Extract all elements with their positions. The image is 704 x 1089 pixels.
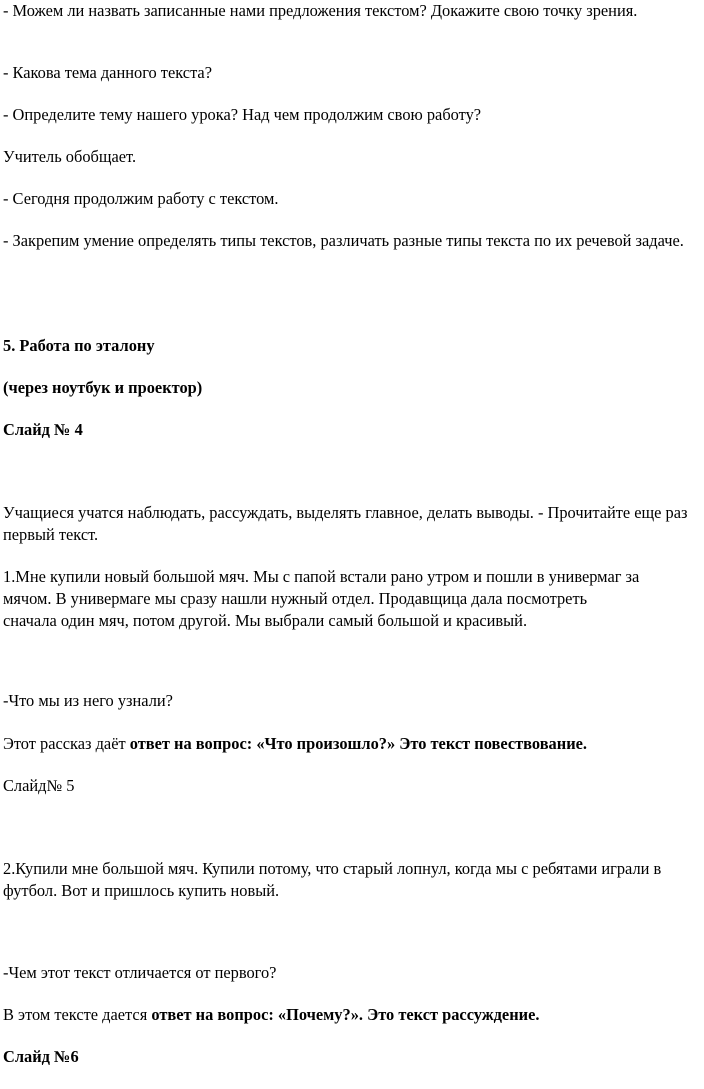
- narration-conclusion-paragraph: [3, 733, 704, 755]
- equipment-heading-text: (через ноутбук и проектор): [3, 378, 203, 397]
- slide-4-heading: [3, 419, 704, 441]
- text-two-paragraph: 2.Купили мне большой мяч. Купили потому, что старый лопнул, когда мы с ребятами играли в футбол. Вот и пришлось купить новый.: [3, 859, 662, 900]
- reasoning-conclusion-bold: ответ на вопрос: «Почему?». Это текст рассуждение.: [151, 1005, 540, 1024]
- section-heading: [3, 335, 704, 357]
- question-lesson-topic-paragraph: - Определите тему нашего урока? Над чем продолжим свою работу?: [3, 105, 482, 124]
- students-activity-paragraph: Учащиеся учатся наблюдать, рассуждать, выделять главное, делать выводы. - Прочитайте еще раз первый текст.: [3, 503, 688, 544]
- teacher-summary-paragraph: Учитель обобщает.: [3, 147, 137, 166]
- section-heading-text: 5. Работа по эталону: [3, 336, 155, 355]
- slide-4-heading-text: Слайд № 4: [3, 420, 83, 439]
- differs-question: -Чем этот текст отличается от первого?: [3, 963, 277, 982]
- question-text-paragraph: - Можем ли назвать записанные нами предложения текстом? Докажите свою точку зрения.: [3, 1, 638, 20]
- text-one-line-2: мячом. В универмаге мы сразу нашли нужный отдел. Продавщица дала посмотреть: [3, 589, 588, 608]
- text-one-line-3: сначала один мяч, потом другой. Мы выбрали самый большой и красивый.: [3, 611, 528, 630]
- today-work-paragraph: - Сегодня продолжим работу с текстом.: [3, 189, 279, 208]
- narration-conclusion-plain: Этот рассказ даёт: [3, 734, 130, 753]
- equipment-heading: [3, 377, 704, 399]
- slide-5-label: Слайд№ 5: [3, 776, 75, 795]
- narration-conclusion-bold: ответ на вопрос: «Что произошло?» Это текст повествование.: [129, 734, 588, 753]
- slide-6-heading: [3, 1046, 704, 1068]
- what-learned-question: -Что мы из него узнали?: [3, 691, 173, 710]
- text-one-line-1: 1.Мне купили новый большой мяч. Мы с папой встали рано утром и пошли в универмаг за: [3, 567, 640, 586]
- question-topic-paragraph: - Какова тема данного текста?: [3, 63, 212, 82]
- reasoning-conclusion-plain: В этом тексте дается: [3, 1005, 152, 1024]
- reasoning-conclusion-paragraph: [3, 1004, 704, 1026]
- consolidate-skill-paragraph: - Закрепим умение определять типы текстов, различать разные типы текста по их речевой задаче.: [3, 231, 684, 250]
- slide-6-heading-text: Слайд №6: [3, 1047, 79, 1066]
